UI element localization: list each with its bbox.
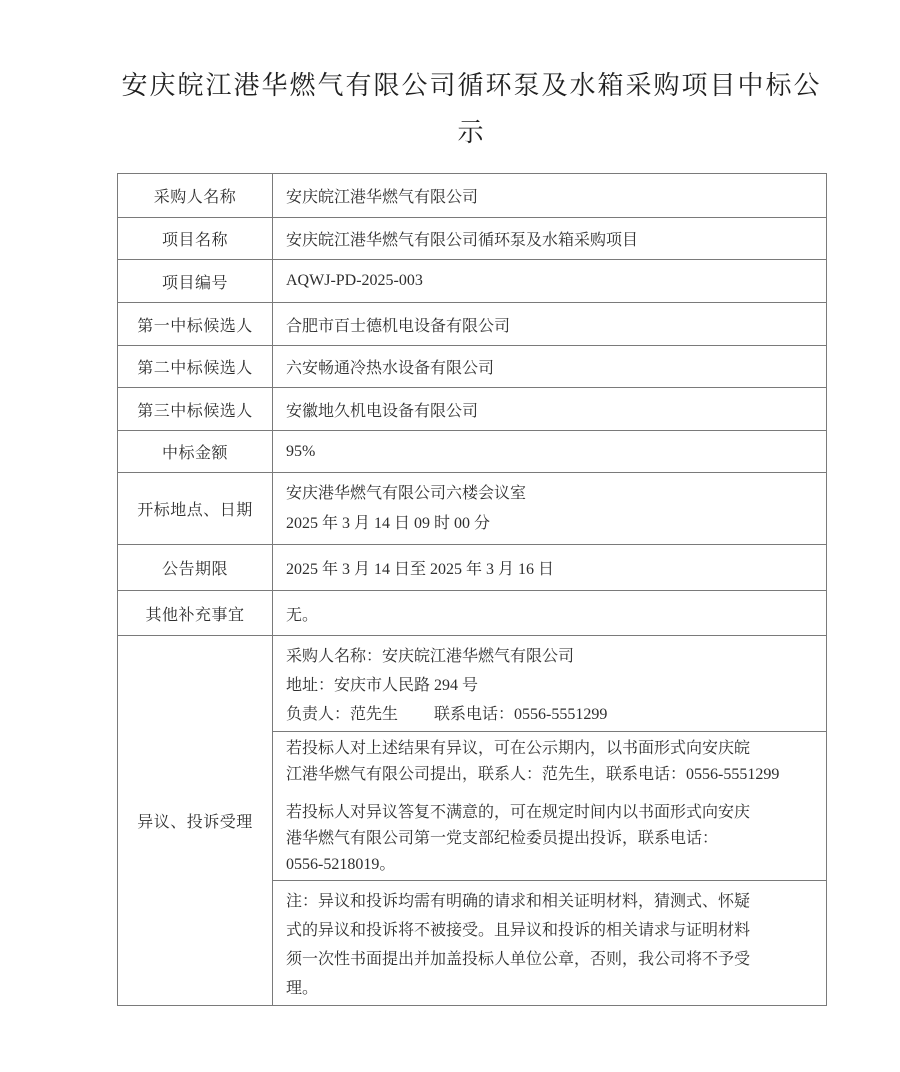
objection-note-cell — [273, 881, 827, 1006]
table-row-announcement-period — [118, 545, 827, 591]
table-row-opening — [118, 473, 827, 545]
table-row-objection-contact — [118, 636, 827, 732]
row-label-bid-amount: 中标金额 — [118, 431, 273, 473]
objection-note-line-3: 须一次性书面提出并加盖投标人单位公章，否则，我公司将不予受 — [286, 950, 751, 968]
table-row-candidate-1 — [118, 303, 827, 346]
page-title-line-1: 安庆皖江港华燃气有限公司循环泵及水箱采购项目中标公 — [121, 71, 822, 100]
row-label-purchaser: 采购人名称 — [118, 174, 273, 218]
objection-paragraph-2-line-3: 0556-5218019。 — [286, 856, 396, 873]
row-value-bid-amount: 95% — [273, 431, 827, 473]
page-title — [117, 0, 826, 156]
opening-location: 安庆港华燃气有限公司六楼会议室 — [286, 484, 527, 502]
row-label-objection: 异议、投诉受理 — [118, 636, 273, 1006]
objection-note-line-1: 注：异议和投诉均需有明确的请求和相关证明材料，猜测式、怀疑 — [286, 892, 751, 910]
objection-paragraph-2-line-1: 若投标人对异议答复不满意的，可在规定时间内以书面形式向安庆 — [286, 804, 751, 821]
opening-datetime: 2025 年 3 月 14 日 09 时 00 分 — [286, 514, 491, 532]
row-label-opening: 开标地点、日期 — [118, 473, 273, 545]
table-row-project-name — [118, 218, 827, 260]
page-title-line-2: 示 — [457, 118, 486, 147]
table-row-purchaser — [118, 174, 827, 218]
row-value-announcement-period: 2025 年 3 月 14 日至 2025 年 3 月 16 日 — [273, 545, 827, 591]
table-row-bid-amount — [118, 431, 827, 473]
row-value-project-name: 安庆皖江港华燃气有限公司循环泵及水箱采购项目 — [273, 218, 827, 260]
row-value-candidate-1: 合肥市百士德机电设备有限公司 — [273, 303, 827, 346]
row-label-candidate-1: 第一中标候选人 — [118, 303, 273, 346]
row-label-other-matters: 其他补充事宜 — [118, 591, 273, 636]
row-value-opening — [273, 473, 827, 545]
objection-contact-phone: 负责人：范先生 联系电话：0556-5551299 — [286, 706, 608, 723]
row-label-announcement-period: 公告期限 — [118, 545, 273, 591]
objection-paragraph-1-line-1: 若投标人对上述结果有异议，可在公示期内，以书面形式向安庆皖 — [286, 740, 751, 757]
row-label-project-name: 项目名称 — [118, 218, 273, 260]
objection-paragraph-1-line-2: 江港华燃气有限公司提出，联系人：范先生，联系电话：0556-5551299 — [286, 766, 780, 783]
row-value-other-matters: 无。 — [273, 591, 827, 636]
table-row-candidate-3 — [118, 388, 827, 431]
row-value-purchaser: 安庆皖江港华燃气有限公司 — [273, 174, 827, 218]
row-value-candidate-2: 六安畅通冷热水设备有限公司 — [273, 346, 827, 388]
announcement-table — [117, 173, 827, 1006]
objection-contact-cell — [273, 636, 827, 732]
objection-note-line-4: 理。 — [286, 979, 319, 997]
row-label-candidate-2: 第二中标候选人 — [118, 346, 273, 388]
row-value-candidate-3: 安徽地久机电设备有限公司 — [273, 388, 827, 431]
table-row-candidate-2 — [118, 346, 827, 388]
table-row-project-number — [118, 260, 827, 303]
row-value-project-number: AQWJ-PD-2025-003 — [273, 260, 827, 303]
objection-paragraph-2-line-2: 港华燃气有限公司第一党支部纪检委员提出投诉，联系电话： — [286, 830, 719, 847]
row-label-candidate-3: 第三中标候选人 — [118, 388, 273, 431]
objection-procedure-cell — [273, 732, 827, 881]
paragraph-spacer — [286, 788, 818, 800]
objection-note-line-2: 式的异议和投诉将不被接受。且异议和投诉的相关请求与证明材料 — [286, 921, 751, 939]
objection-contact-address: 地址：安庆市人民路 294 号 — [286, 677, 479, 694]
table-row-other-matters — [118, 591, 827, 636]
row-label-project-number: 项目编号 — [118, 260, 273, 303]
objection-contact-name: 采购人名称：安庆皖江港华燃气有限公司 — [286, 648, 575, 665]
